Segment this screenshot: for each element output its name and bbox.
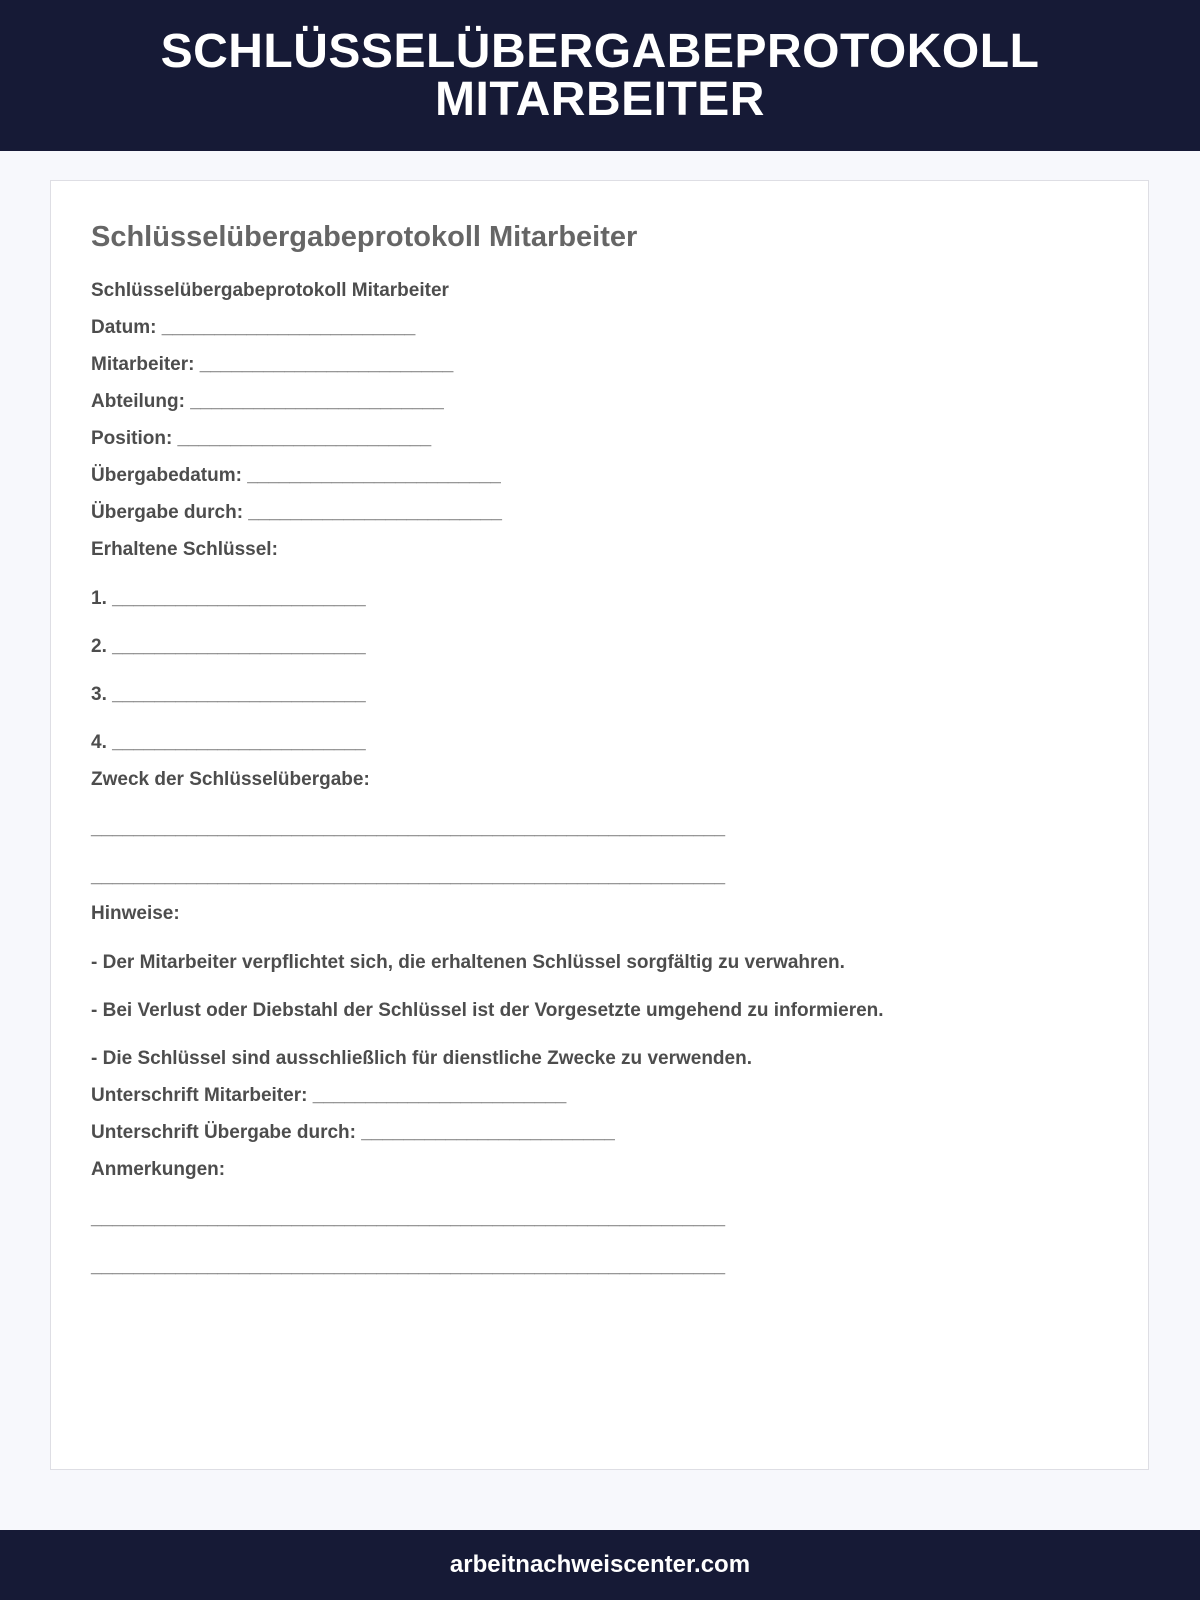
- purpose-line-1: ____________________________________________________________: [91, 818, 726, 839]
- purpose-heading: Zweck der Schlüsselübergabe:: [91, 769, 370, 790]
- page-footer: [0, 1530, 1200, 1600]
- remarks-line-2: ____________________________________________________________: [91, 1256, 726, 1277]
- footer-site-link[interactable]: arbeitnachweiscenter.com: [449, 1551, 751, 1578]
- field-uebergabedatum: Übergabedatum: ________________________: [91, 465, 501, 486]
- field-datum: Datum: ________________________: [91, 317, 416, 338]
- note-item-3: - Die Schlüssel sind ausschließlich für dienstliche Zwecke zu verwenden.: [91, 1048, 752, 1069]
- remarks-heading: Anmerkungen:: [91, 1159, 226, 1180]
- field-position: Position: ________________________: [91, 428, 432, 449]
- header-title-line1: SCHLÜSSELÜBERGABEPROTOKOLL: [160, 24, 1040, 78]
- field-abteilung: Abteilung: ________________________: [91, 391, 444, 412]
- remarks-line-1: ____________________________________________________________: [91, 1208, 726, 1229]
- signature-handover: Unterschrift Übergabe durch: ________________________: [91, 1122, 615, 1143]
- notes-heading: Hinweise:: [91, 903, 180, 924]
- purpose-line-2: ____________________________________________________________: [91, 866, 726, 887]
- key-item-3: 3. ________________________: [91, 684, 366, 705]
- key-item-4: 4. ________________________: [91, 732, 366, 753]
- field-mitarbeiter: Mitarbeiter: ________________________: [91, 354, 454, 375]
- header-title-line2: MITARBEITER: [435, 72, 765, 126]
- field-uebergabe-durch: Übergabe durch: ________________________: [91, 502, 502, 523]
- key-item-2: 2. ________________________: [91, 636, 366, 657]
- header-title: [160, 24, 1040, 126]
- note-item-1: - Der Mitarbeiter verpflichtet sich, die erhaltenen Schlüssel sorgfältig zu verwahren.: [91, 952, 845, 973]
- document-body: [91, 280, 1091, 1278]
- signature-employee: Unterschrift Mitarbeiter: ________________________: [91, 1085, 567, 1106]
- note-item-2: - Bei Verlust oder Diebstahl der Schlüssel ist der Vorgesetzte umgehend zu informieren.: [91, 1000, 884, 1021]
- document-subtitle: Schlüsselübergabeprotokoll Mitarbeiter: [91, 280, 449, 301]
- key-item-1: 1. ________________________: [91, 588, 366, 609]
- page-header: [0, 0, 1200, 151]
- document-card: [50, 180, 1149, 1470]
- keys-heading: Erhaltene Schlüssel:: [91, 539, 278, 560]
- document-title: Schlüsselübergabeprotokoll Mitarbeiter: [91, 221, 638, 253]
